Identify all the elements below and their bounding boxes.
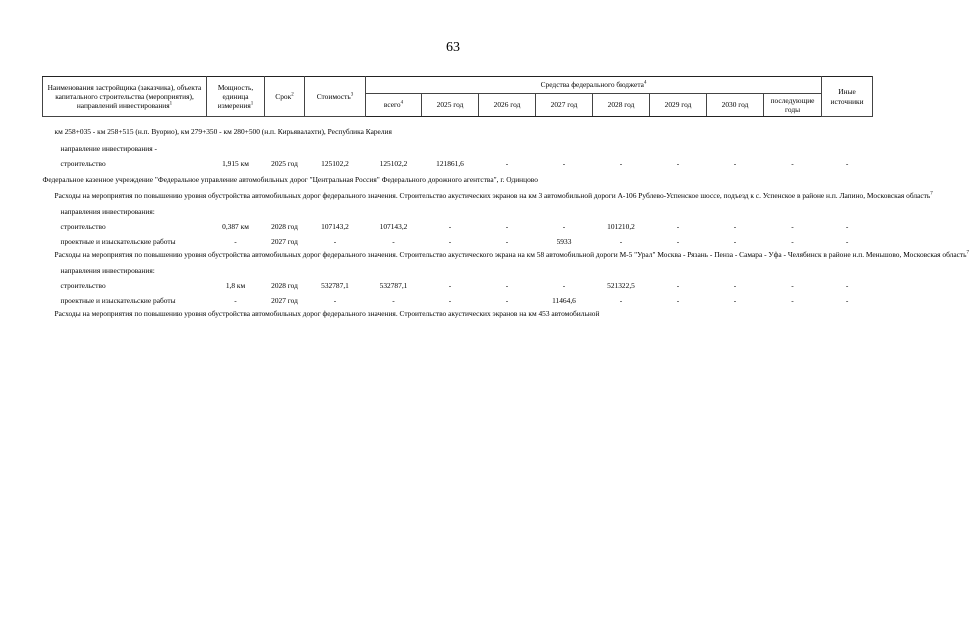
cell-2026: - <box>505 221 509 231</box>
cell-other: - <box>845 280 849 290</box>
cell-2028: - <box>619 158 623 168</box>
row-label: проектные и изыскательские работы <box>60 295 176 305</box>
cell-2030: - <box>733 158 737 168</box>
cell-2025: - <box>448 295 452 305</box>
cell-capacity: - <box>234 295 237 305</box>
investment-direction-label: направления инвестирования: <box>60 265 155 275</box>
cell-capacity: 0,387 км <box>222 221 249 231</box>
cell-2027: - <box>562 158 566 168</box>
header-federal-budget: Средства федерального бюджета$^4$ <box>366 77 822 94</box>
header-2026: 2026 год <box>479 94 536 117</box>
cell-total: 125102,2 <box>379 158 408 168</box>
header-2028: 2028 год <box>593 94 650 117</box>
header-cost: Стоимость$^3$ <box>305 77 366 117</box>
cell-2027: 11464,6 <box>552 295 576 305</box>
object-name: Расходы на мероприятия по повышению уровня обустройства автомобильных дорог федерального значения. Строительство акустического экрана на км 58 автомобильной дороги М-5 "Урал" Москва - Рязань - Пенза - Самара - Уфа - Челябинск в районе н.п. Меньшово, Московская область$^7$ <box>54 249 969 259</box>
cell-later: - <box>791 295 794 305</box>
cell-2030: - <box>733 236 737 246</box>
header-total: всего$^4$ <box>366 94 422 117</box>
cell-other: - <box>845 295 849 305</box>
header-2027: 2027 год <box>536 94 593 117</box>
table-row <box>43 281 873 290</box>
investment-table <box>42 76 969 318</box>
table-row <box>43 144 873 153</box>
cell-2030: - <box>733 221 737 231</box>
row-label: строительство <box>60 280 106 290</box>
organization-name: Федеральное казенное учреждение "Федеральное управление автомобильных дорог "Центральная Россия" Федерального дорожного агентства", г. Одинцово <box>42 174 538 184</box>
cell-total: 107143,2 <box>379 221 408 231</box>
cell-cost: - <box>333 295 337 305</box>
object-name: Расходы на мероприятия по повышению уровня обустройства автомобильных дорог федерального значения. Строительство акустических экранов на км 3 автомобильной дороги А-106 Рублево-Успенское шоссе, подъезд к с. Успенское в районе н.п. Лапино, Московская область$^7$ <box>54 190 933 200</box>
cell-cost: - <box>333 236 337 246</box>
table-row <box>43 237 873 246</box>
cell-2028: - <box>619 236 623 246</box>
cell-2025: 121861,6 <box>436 158 464 168</box>
cell-2026: - <box>505 280 509 290</box>
cell-2025: - <box>448 236 452 246</box>
cell-2028: 101210,2 <box>607 221 635 231</box>
cell-2026: - <box>505 236 509 246</box>
cell-later: - <box>791 221 794 231</box>
cell-later: - <box>791 158 794 168</box>
object-name: Расходы на мероприятия по повышению уровня обустройства автомобильных дорог федерального значения. Строительство акустических экранов на км 453 автомобильной <box>54 308 600 318</box>
table-row <box>43 296 873 305</box>
cell-2025: - <box>448 280 452 290</box>
table-row <box>43 222 873 231</box>
cell-cost: 107143,2 <box>321 221 349 231</box>
header-later-years: последующие годы <box>764 94 822 117</box>
cell-2029: - <box>676 236 680 246</box>
row-label: проектные и изыскательские работы <box>60 236 176 246</box>
table-row <box>43 250 873 259</box>
cell-2030: - <box>733 295 737 305</box>
table-row <box>43 175 873 184</box>
cell-2027: - <box>562 280 566 290</box>
object-name: км 258+035 - км 258+515 (н.п. Вуорио), км 279+350 - км 280+500 (н.п. Кирьявалахти), Республика Карелия <box>54 126 392 136</box>
header-other-sources: Иные источники <box>822 77 873 117</box>
header-2025: 2025 год <box>422 94 479 117</box>
cell-total: 532787,1 <box>379 280 408 290</box>
cell-capacity: 1,8 км <box>225 280 246 290</box>
header-2029: 2029 год <box>650 94 707 117</box>
investment-direction-label: направление инвестирования - <box>60 143 157 153</box>
cell-2028: - <box>619 295 623 305</box>
cell-2029: - <box>676 221 680 231</box>
cell-2029: - <box>676 280 680 290</box>
investment-direction-label: направления инвестирования: <box>60 206 155 216</box>
cell-term: 2027 год <box>271 236 298 246</box>
row-label: строительство <box>60 158 106 168</box>
table-row <box>43 159 873 168</box>
cell-term: 2027 год <box>271 295 298 305</box>
cell-2025: - <box>448 221 452 231</box>
cell-capacity: - <box>234 236 237 246</box>
cell-term: 2025 год <box>271 158 298 168</box>
header-term: Срок$^2$ <box>265 77 305 117</box>
cell-2026: - <box>505 158 509 168</box>
table-row <box>43 207 873 216</box>
cell-term: 2028 год <box>271 221 298 231</box>
cell-2027: 5933 <box>556 236 572 246</box>
cell-2027: - <box>562 221 566 231</box>
cell-total: - <box>392 295 395 305</box>
header-2030: 2030 год <box>707 94 764 117</box>
cell-2030: - <box>733 280 737 290</box>
cell-cost: 125102,2 <box>321 158 349 168</box>
row-label: строительство <box>60 221 106 231</box>
cell-other: - <box>845 158 849 168</box>
cell-2029: - <box>676 158 680 168</box>
table-row <box>43 127 873 136</box>
cell-capacity: 1,915 км <box>222 158 249 168</box>
page-number: 63 <box>446 40 460 55</box>
cell-later: - <box>791 280 794 290</box>
table-row <box>43 266 873 275</box>
cell-2028: 521322,5 <box>607 280 635 290</box>
table-row <box>43 191 873 200</box>
cell-other: - <box>845 236 849 246</box>
cell-other: - <box>845 221 849 231</box>
cell-total: - <box>392 236 395 246</box>
cell-2029: - <box>676 295 680 305</box>
header-capacity: Мощность, единица измерения$^1$ <box>207 77 265 117</box>
table-row <box>43 309 873 318</box>
header-name: Наименования застройщика (заказчика), объекта капитального строительства (мероприятия), направлений инвестирования$^1$ <box>43 77 207 117</box>
cell-cost: 532787,1 <box>321 280 349 290</box>
cell-term: 2028 год <box>271 280 298 290</box>
cell-later: - <box>791 236 794 246</box>
cell-2026: - <box>505 295 509 305</box>
